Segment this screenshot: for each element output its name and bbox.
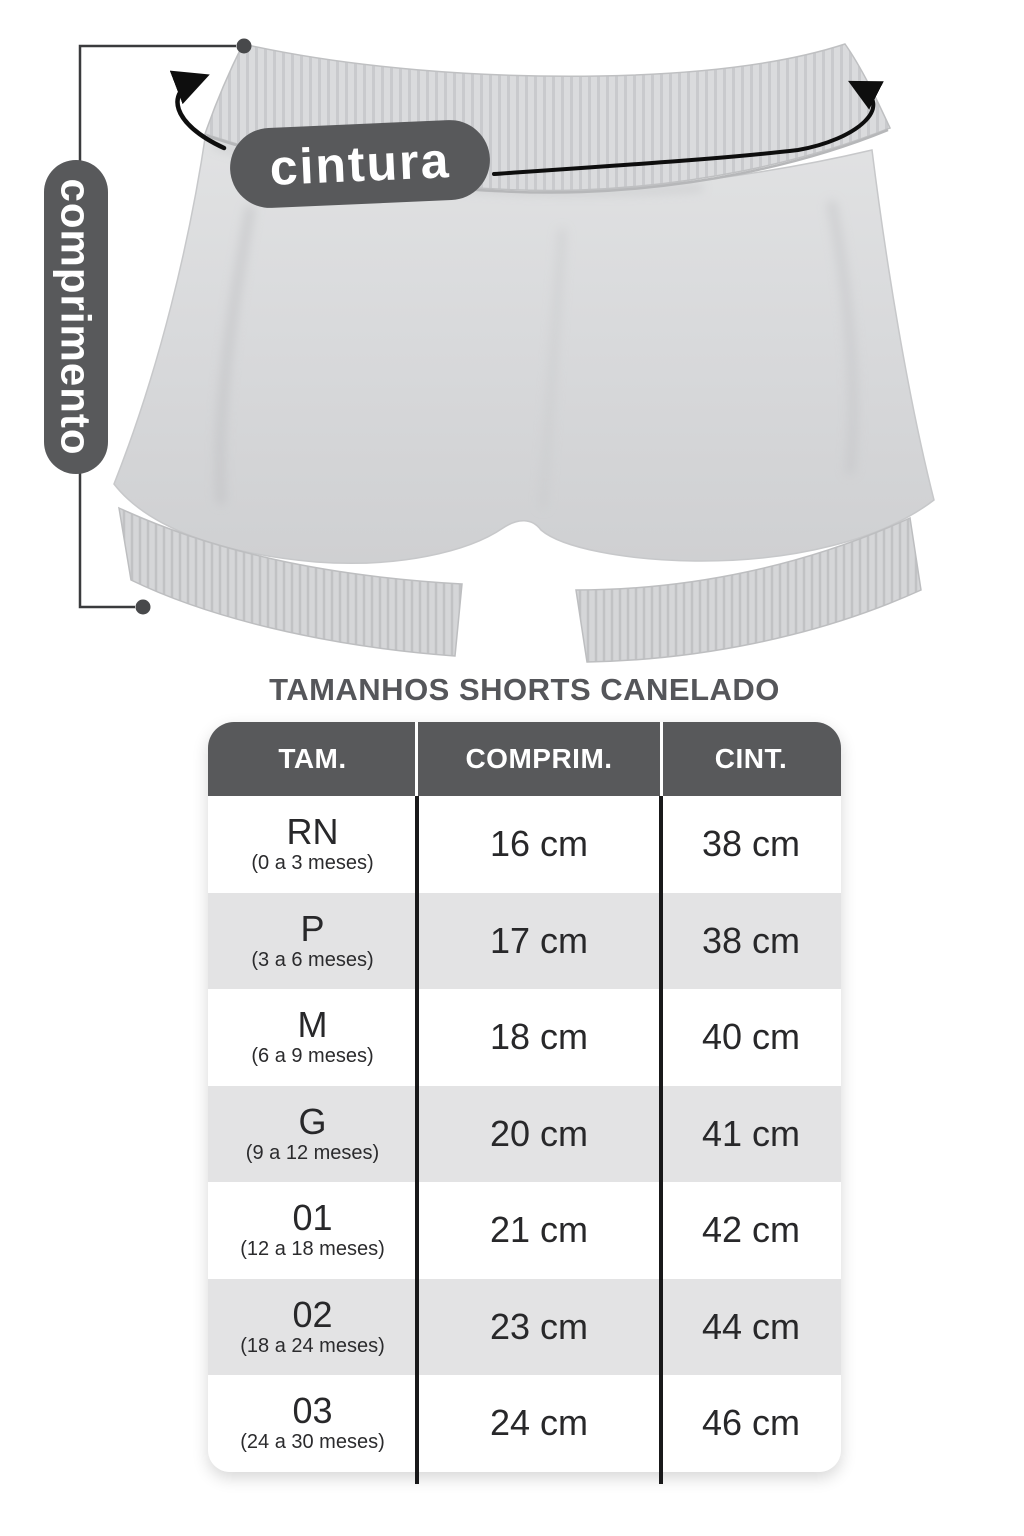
length-value: 16 cm: [489, 823, 589, 865]
cell-size: [208, 893, 417, 990]
cell-length: [417, 1375, 661, 1472]
age-range-label: (24 a 30 meses): [240, 1431, 385, 1454]
cell-waist: [661, 796, 841, 893]
size-table: [208, 722, 841, 1486]
table-row: [208, 893, 841, 990]
cell-length: [417, 796, 661, 893]
top-anchor-dot: [237, 39, 252, 54]
age-range-label: (0 a 3 meses): [251, 852, 374, 875]
cell-length: [417, 893, 661, 990]
shorts-illustration: [0, 0, 1024, 676]
table-row: [208, 989, 841, 1086]
size-label: P: [300, 907, 325, 949]
table-row: [208, 1182, 841, 1279]
cell-length: [417, 1279, 661, 1376]
cell-waist: [661, 1375, 841, 1472]
size-label: 02: [292, 1293, 333, 1335]
age-range-label: (6 a 9 meses): [251, 1045, 374, 1068]
cell-size: [208, 1086, 417, 1183]
cell-waist: [661, 1086, 841, 1183]
waist-value: 38 cm: [701, 919, 801, 961]
header-divider: [415, 722, 418, 796]
size-label: M: [297, 1004, 328, 1046]
cell-length: [417, 989, 661, 1086]
age-range-label: (18 a 24 meses): [240, 1334, 385, 1357]
cell-waist: [661, 989, 841, 1086]
column-header-length: COMPRIM.: [465, 743, 613, 774]
age-range-label: (12 a 18 meses): [240, 1238, 385, 1261]
length-value: 23 cm: [489, 1305, 589, 1347]
size-label: 01: [292, 1197, 333, 1239]
column-divider: [659, 796, 663, 1484]
cell-waist: [661, 1279, 841, 1376]
table-title: TAMANHOS SHORTS CANELADO: [269, 672, 780, 707]
cell-length: [417, 1182, 661, 1279]
cell-waist: [661, 893, 841, 990]
size-label: G: [298, 1100, 327, 1142]
cell-size: [208, 796, 417, 893]
waist-value: 40 cm: [701, 1016, 801, 1058]
length-value: 18 cm: [489, 1016, 589, 1058]
waist-label: cintura: [268, 132, 452, 196]
column-header-size: TAM.: [278, 743, 347, 774]
size-label: 03: [292, 1390, 333, 1432]
size-table-body: [208, 796, 841, 1472]
length-pill: [44, 160, 108, 474]
cell-size: [208, 989, 417, 1086]
bottom-anchor-dot: [136, 600, 151, 615]
cell-length: [417, 1086, 661, 1183]
size-table-surface: [208, 722, 841, 1472]
waist-pill: [228, 118, 491, 209]
length-value: 17 cm: [489, 919, 589, 961]
cell-waist: [661, 1182, 841, 1279]
length-value: 20 cm: [489, 1112, 589, 1154]
column-header-waist: CINT.: [714, 743, 788, 774]
shorts-photo: [114, 44, 934, 676]
waist-value: 42 cm: [701, 1209, 801, 1251]
cell-size: [208, 1279, 417, 1376]
cell-size: [208, 1375, 417, 1472]
age-range-label: (3 a 6 meses): [251, 948, 374, 971]
age-range-label: (9 a 12 meses): [245, 1141, 380, 1164]
header-divider: [660, 722, 663, 796]
cell-size: [208, 1182, 417, 1279]
waist-value: 44 cm: [701, 1305, 801, 1347]
length-value: 21 cm: [489, 1209, 589, 1251]
table-row: [208, 1375, 841, 1472]
length-label: comprimento: [53, 178, 100, 456]
size-table-header: [208, 722, 841, 796]
length-value: 24 cm: [489, 1402, 589, 1444]
waist-value: 46 cm: [701, 1402, 801, 1444]
table-row: [208, 1086, 841, 1183]
shorts-body: [114, 132, 934, 563]
table-row: [208, 796, 841, 893]
column-divider: [415, 796, 419, 1484]
waist-value: 38 cm: [701, 823, 801, 865]
table-row: [208, 1279, 841, 1376]
waist-value: 41 cm: [701, 1112, 801, 1154]
size-label: RN: [286, 811, 339, 853]
